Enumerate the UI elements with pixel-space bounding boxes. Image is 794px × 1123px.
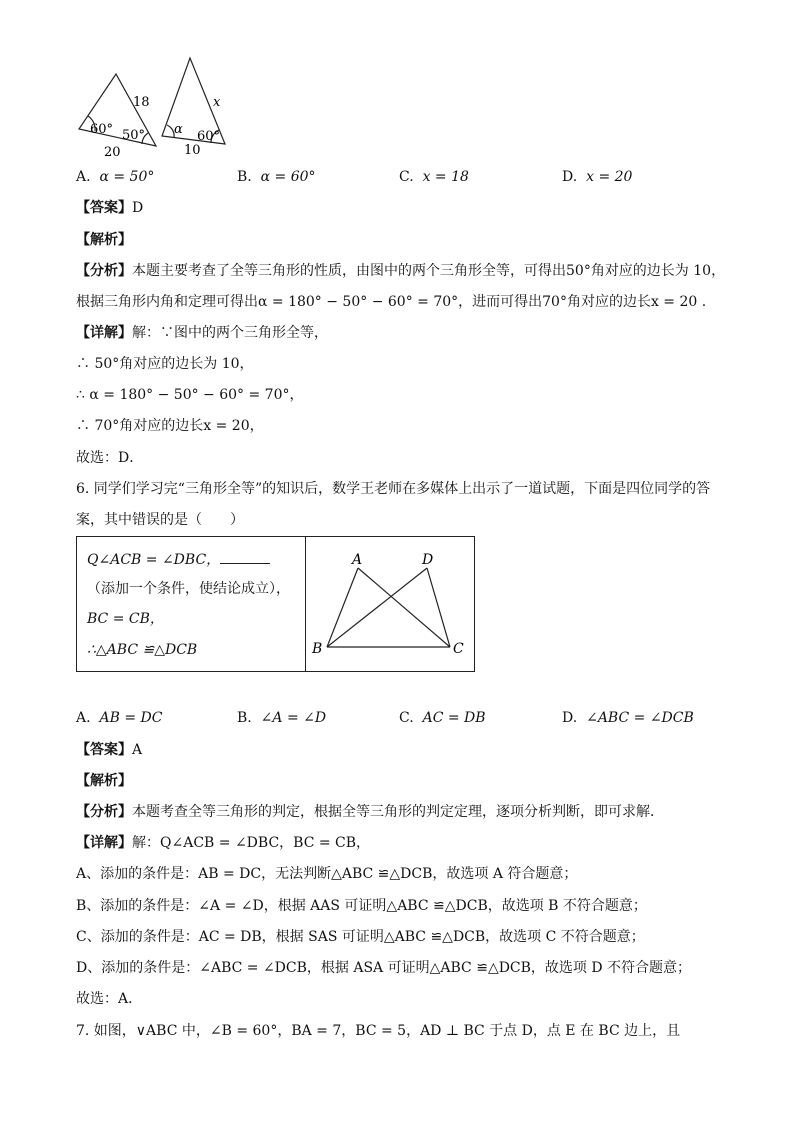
q6-option-d-text: ∠ABC = ∠DCB (586, 710, 694, 726)
q6-option-a-text: AB = DC (99, 710, 163, 726)
q6-label-a: A (352, 552, 363, 568)
q5-fenxi-line2: 根据三角形内角和定理可得出α = 180° − 50° − 60° = 70°，进而可得出70°角对应的边长x = 20 . (76, 294, 707, 310)
q5-option-d-text: x = 20 (586, 169, 633, 185)
detail-tag: 【详解】 (76, 325, 132, 341)
q5-option-c-letter: C. (399, 169, 414, 185)
fenxi-text: 本题主要考查了全等三角形的性质，由图中的两个三角形全等，可得出50°角对应的边长为 10， (132, 263, 726, 279)
q6-fenxi (76, 802, 664, 822)
q6-option-b-explanation: B、添加的条件是：∠A = ∠D，根据 AAS 可证明△ABC ≌△DCB，故选项 B 不符合题意； (76, 898, 647, 914)
t2-left-angle-label: α (174, 122, 183, 137)
q6-problem-box (76, 536, 475, 672)
q5-option-d-letter: D. (562, 169, 578, 185)
q5-detail-line1 (76, 323, 328, 343)
q5-detail-line2: ∴ 50°角对应的边长为 10， (76, 356, 254, 372)
q6-detail (76, 833, 370, 853)
q6-option-c-explanation: C、添加的条件是：AC = DB，根据 SAS 可证明△ABC ≌△DCB，故选项 C 不符合题意； (76, 929, 645, 945)
t1-right-side-label: 18 (133, 95, 150, 110)
q6-option-a-explanation: A、添加的条件是：AB = DC，无法判断△ABC ≌△DCB，故选项 A 符合题意； (76, 866, 578, 882)
detail-text: 解：Q∠ACB = ∠DBC，BC = CB， (132, 835, 371, 851)
t1-base-label: 20 (104, 145, 121, 160)
t1-left-angle-label: 60° (90, 122, 114, 137)
q6-box-line3: BC = CB， (87, 611, 164, 627)
q6-option-d[interactable] (562, 708, 694, 728)
detail-text: 解：∵图中的两个三角形全等， (132, 325, 328, 341)
t2-right-angle-label: 60° (197, 129, 221, 144)
q6-option-c-letter: C. (399, 710, 414, 726)
q6-option-c[interactable] (399, 708, 486, 728)
q5-option-a-text: α = 50° (99, 169, 155, 185)
q5-option-c-text: x = 18 (422, 169, 469, 185)
q6-box-condition: Q∠ACB = ∠DBC， (87, 552, 221, 568)
q5-triangles-figure (70, 54, 240, 160)
q5-fenxi-line1 (76, 261, 725, 281)
q6-label-d: D (422, 552, 434, 568)
q6-answer (76, 740, 142, 760)
q6-option-a-letter: A. (76, 710, 91, 726)
q6-option-d-letter: D. (562, 710, 578, 726)
detail-tag: 【详解】 (76, 835, 132, 851)
q6-box-line2: （添加一个条件，使结论成立）， (87, 581, 290, 597)
t2-right-side-label: x (213, 95, 221, 110)
answer-value: A (132, 742, 143, 758)
q6-option-b[interactable] (237, 708, 326, 728)
q6-option-a[interactable] (76, 708, 162, 728)
q6-option-b-letter: B. (237, 710, 252, 726)
answer-value: D (132, 200, 144, 216)
q6-option-b-text: ∠A = ∠D (260, 710, 327, 726)
fenxi-tag: 【分析】 (76, 804, 132, 820)
q5-detail-line3: ∴ α = 180° − 50° − 60° = 70°， (76, 387, 304, 403)
t2-base-label: 10 (184, 143, 201, 158)
q6-analysis-tag: 【解析】 (76, 773, 132, 789)
q5-option-a-letter: A. (76, 169, 91, 185)
q5-detail-line4: ∴ 70°角对应的边长x = 20， (76, 418, 264, 434)
q6-stem-line1: 6. 同学们学习完“三角形全等”的知识后，数学王老师在多媒体上出示了一道试题，下面是四位同学的答 (76, 481, 711, 497)
q6-stem-line2: 案，其中错误的是（ ） (76, 512, 244, 528)
q6-answer-blank (220, 549, 270, 564)
q6-label-c: C (453, 641, 464, 657)
q6-label-b: B (312, 641, 323, 657)
q5-option-b[interactable] (237, 167, 316, 187)
q5-option-b-letter: B. (237, 169, 252, 185)
q6-box-line1 (87, 549, 270, 570)
q6-box-line4: ∴△ABC ≌△DCB (87, 642, 198, 658)
q6-option-c-text: AC = DB (422, 710, 486, 726)
answer-tag: 【答案】 (76, 200, 132, 216)
q5-conclusion: 故选：D． (76, 450, 144, 466)
q5-option-a[interactable] (76, 167, 154, 187)
q5-option-d[interactable] (562, 167, 632, 187)
q7-stem-line1: 7. 如图，∨ABC 中，∠B = 60°，BA = 7，BC = 5，AD ⊥ BC 于点 D，点 E 在 BC 边上，且 (76, 1023, 681, 1039)
q6-conclusion: 故选：A． (76, 991, 143, 1007)
q5-option-c[interactable] (399, 167, 469, 187)
q6-quad-figure (306, 537, 474, 671)
q6-option-d-explanation: D、添加的条件是：∠ABC = ∠DCB，根据 ASA 可证明△ABC ≌△DCB，故选项 D 不符合题意； (76, 960, 692, 976)
fenxi-tag: 【分析】 (76, 263, 132, 279)
answer-tag: 【答案】 (76, 742, 132, 758)
q5-analysis-tag: 【解析】 (76, 232, 132, 248)
q5-answer (76, 198, 143, 218)
fenxi-text: 本题考查全等三角形的判定，根据全等三角形的判定定理，逐项分析判断，即可求解． (132, 804, 664, 820)
t1-right-angle-label: 50° (122, 128, 146, 143)
q5-option-b-text: α = 60° (260, 169, 316, 185)
